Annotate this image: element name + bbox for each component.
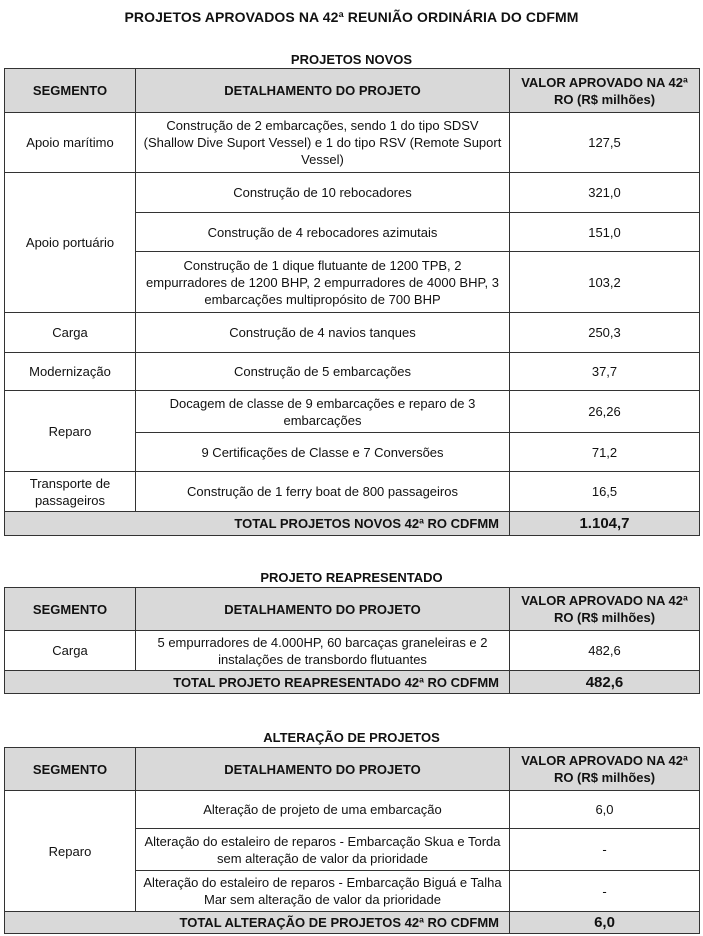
page-title: PROJETOS APROVADOS NA 42ª REUNIÃO ORDINÁRIA DO CDFMM [124,9,579,25]
header-detalhamento: DETALHAMENTO DO PROJETO [136,748,510,791]
header-detalhamento: DETALHAMENTO DO PROJETO [136,588,510,631]
header-valor: VALOR APROVADO NA 42ª RO (R$ milhões) [510,69,700,113]
section-title-projeto-reapresentado: PROJETO REAPRESENTADO [260,570,443,585]
total-label: TOTAL ALTERAÇÃO DE PROJETOS 42ª RO CDFMM [5,912,510,934]
header-detalhamento: DETALHAMENTO DO PROJETO [136,69,510,113]
table-row [5,391,700,433]
header-segmento: SEGMENTO [5,588,136,631]
detail-cell: Construção de 1 ferry boat de 800 passageiros [136,472,510,512]
segment-cell: Modernização [5,353,136,391]
value-cell: 250,3 [510,313,700,353]
total-row [5,512,700,536]
header-valor: VALOR APROVADO NA 42ª RO (R$ milhões) [510,748,700,791]
value-cell: - [510,871,700,912]
table-header-row [5,588,700,631]
detail-cell: Construção de 2 embarcações, sendo 1 do tipo SDSV (Shallow Dive Suport Vessel) e 1 do tipo RSV (Remote Suport Vessel) [136,113,510,173]
value-cell: - [510,829,700,871]
detail-cell: Alteração do estaleiro de reparos - Embarcação Biguá e Talha Mar sem alteração de valor da prioridade [136,871,510,912]
value-cell: 37,7 [510,353,700,391]
table-header-row [5,748,700,791]
header-valor: VALOR APROVADO NA 42ª RO (R$ milhões) [510,588,700,631]
table-row [5,353,700,391]
header-segmento: SEGMENTO [5,69,136,113]
segment-cell: Reparo [5,391,136,472]
total-label: TOTAL PROJETOS NOVOS 42ª RO CDFMM [5,512,510,536]
section-title-projetos-novos: PROJETOS NOVOS [290,52,413,67]
table-row [5,472,700,512]
value-cell: 103,2 [510,252,700,313]
total-value: 1.104,7 [510,512,700,536]
value-cell: 71,2 [510,433,700,472]
header-segmento: SEGMENTO [5,748,136,791]
segment-cell: Transporte de passageiros [5,472,136,512]
table-row [5,313,700,353]
value-cell: 26,26 [510,391,700,433]
value-cell: 482,6 [510,631,700,671]
table-row [5,173,700,213]
detail-cell: Construção de 5 embarcações [136,353,510,391]
total-value: 482,6 [510,671,700,694]
detail-cell: Alteração do estaleiro de reparos - Embarcação Skua e Torda sem alteração de valor da prioridade [136,829,510,871]
detail-cell: Docagem de classe de 9 embarcações e reparo de 3 embarcações [136,391,510,433]
segment-cell: Carga [5,631,136,671]
segment-cell: Reparo [5,791,136,912]
section-title-alteracao-projetos: ALTERAÇÃO DE PROJETOS [263,730,440,745]
detail-cell: Construção de 10 rebocadores [136,173,510,213]
total-row [5,671,700,694]
table-row [5,631,700,671]
table-header-row [5,69,700,113]
table-projetos-novos [4,68,700,536]
segment-cell: Apoio portuário [5,173,136,313]
table-row [5,113,700,173]
segment-cell: Apoio marítimo [5,113,136,173]
value-cell: 321,0 [510,173,700,213]
detail-cell: Alteração de projeto de uma embarcação [136,791,510,829]
table-projeto-reapresentado [4,587,700,694]
segment-cell: Carga [5,313,136,353]
detail-cell: Construção de 1 dique flutuante de 1200 TPB, 2 empurradores de 1200 BHP, 2 empurradores de 4000 BHP, 3 embarcações multipropósito de 700 BHP [136,252,510,313]
value-cell: 127,5 [510,113,700,173]
table-row [5,791,700,829]
detail-cell: Construção de 4 rebocadores azimutais [136,213,510,252]
total-value: 6,0 [510,912,700,934]
total-row [5,912,700,934]
value-cell: 16,5 [510,472,700,512]
detail-cell: Construção de 4 navios tanques [136,313,510,353]
value-cell: 6,0 [510,791,700,829]
value-cell: 151,0 [510,213,700,252]
total-label: TOTAL PROJETO REAPRESENTADO 42ª RO CDFMM [5,671,510,694]
detail-cell: 9 Certificações de Classe e 7 Conversões [136,433,510,472]
detail-cell: 5 empurradores de 4.000HP, 60 barcaças graneleiras e 2 instalações de transbordo flutuantes [136,631,510,671]
table-alteracao-projetos [4,747,700,934]
